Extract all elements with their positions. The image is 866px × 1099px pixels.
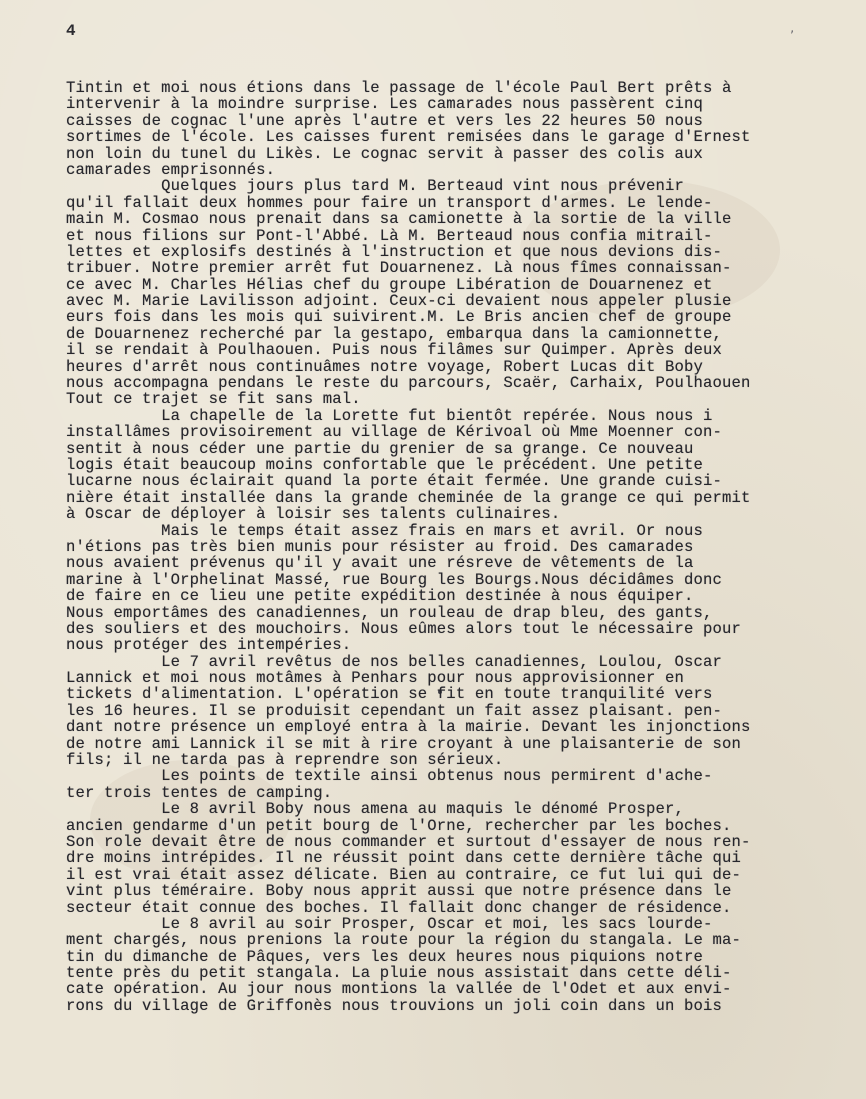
text-line: Les points de textile ainsi obtenus nous permirent d'ache- (66, 767, 713, 786)
text-line: les 16 heures. Il se produisit cependant un fait assez plaisant. pen- (66, 701, 723, 720)
text-line: heures d'arrêt nous continuâmes notre voyage, Robert Lucas dit Boby (66, 357, 704, 376)
text-line: marine à l'Orphelinat Massé, rue Bourg les Bourgs.Nous décidâmes donc (66, 570, 723, 589)
text-line: à Oscar de déployer à loisir ses talents culinaires. (66, 505, 561, 524)
text-line: nière était installée dans la grande cheminée de la grange ce qui permit (66, 488, 751, 507)
text-line: avec M. Marie Lavilisson adjoint. Ceux-ci devaient nous appeler plusie (66, 292, 732, 311)
text-line: de Douarnenez recherché par la gestapo, embarqua dans la camionnette, (66, 324, 723, 343)
page-number: 4 (66, 22, 76, 40)
text-line: qu'il fallait deux hommes pour faire un transport d'armes. Le lende- (66, 193, 713, 212)
text-line: sortimes de l'école. Les caisses furent remisées dans le garage d'Ernest (66, 128, 751, 147)
text-line: ce avec M. Charles Hélias chef du groupe Libération de Douarnenez et (66, 275, 713, 294)
text-line: tribuer. Notre premier arrêt fut Douarnenez. Là nous fîmes connaissan- (66, 259, 732, 278)
text-line: nous accompagna pendans le reste du parcours, Scaër, Carhaix, Poulhaouen (66, 374, 751, 393)
text-line: cate opération. Au jour nous montions la vallée de l'Odet et aux envi- (66, 980, 732, 999)
text-line: Le 7 avril revêtus de nos belles canadiennes, Loulou, Oscar (66, 652, 723, 671)
text-line: de faire en ce lieu une petite expédition destinée à nous équiper. (66, 587, 694, 606)
text-line: intervenir à la moindre surprise. Les camarades nous passèrent cinq (66, 95, 704, 114)
text-line: sentit à nous céder une partie du grenier de sa grange. Ce nouveau (66, 439, 694, 458)
text-line: il se rendait à Poulhaouen. Puis nous filâmes sur Quimper. Après deux (66, 341, 723, 360)
text-line: installâmes provisoirement au village de Kérivoal où Mme Moenner con- (66, 423, 723, 442)
text-line: Tintin et moi nous étions dans le passage de l'école Paul Bert prêts à (66, 79, 732, 97)
text-line: nous avaient prévenus qu'il y avait une résreve de vêtements de la (66, 554, 694, 573)
text-line: n'étions pas très bien munis pour résister au froid. Des camarades (66, 537, 694, 556)
text-line: eurs fois dans les mois qui suivirent.M. Le Bris ancien chef de groupe (66, 308, 732, 327)
corner-mark: ʼ (790, 29, 795, 44)
text-line: Tout ce trajet se fit sans mal. (66, 390, 361, 409)
text-line: camarades emprisonnés. (66, 160, 276, 179)
text-line: ter trois tentes de camping. (66, 783, 333, 802)
text-line: tickets d'alimentation. L'opération se fit en toute tranquilité vers (66, 685, 713, 704)
text-line: ment chargés, nous prenions la route pour la région du stangala. Le ma- (66, 931, 742, 950)
text-line: caisses de cognac l'une après l'autre et vers les 22 heures 50 nous (66, 111, 704, 130)
text-line: Mais le temps était assez frais en mars et avril. Or nous (66, 521, 704, 540)
text-line: vint plus téméraire. Boby nous apprit aussi que notre présence dans le (66, 882, 732, 901)
text-line: La chapelle de la Lorette fut bientôt repérée. Nous nous i (66, 406, 713, 425)
text-line: ancien gendarme d'un petit bourg de l'Orne, rechercher par les boches. (66, 816, 732, 835)
text-line: fils; il ne tarda pas à reprendre son sérieux. (66, 751, 504, 770)
text-line: il est vrai était assez délicate. Bien au contraire, ce fut lui qui de- (66, 865, 742, 884)
text-line: tente près du petit stangala. La pluie nous assistait dans cette déli- (66, 964, 732, 983)
text-line: Nous emportâmes des canadiennes, un rouleau de drap bleu, des gants, (66, 603, 713, 622)
text-line: Quelques jours plus tard M. Berteaud vint nous prévenir (66, 177, 685, 196)
text-line: Lannick et moi nous motâmes à Penhars pour nous approvisionner en (66, 669, 685, 688)
text-line: dant notre présence un employé entra à la mairie. Devant les injonctions (66, 718, 751, 737)
text-line: tin du dimanche de Pâques, vers les deux heures nous piquions notre (66, 947, 704, 966)
text-line: nous protéger des intempéries. (66, 636, 352, 655)
text-line: lucarne nous éclairait quand la porte était fermée. Une grande cuisi- (66, 472, 723, 491)
text-line: secteur était connue des boches. Il fallait donc changer de résidence. (66, 898, 732, 917)
text-line: main M. Cosmao nous prenait dans sa camionette à la sortie de la ville (66, 210, 732, 229)
text-line: de notre ami Lannick il se mit à rire croyant à une plaisanterie de son (66, 734, 742, 753)
text-line: Le 8 avril Boby nous amena au maquis le dénomé Prosper, (66, 800, 685, 819)
text-line: lettes et explosifs destinés à l'instruction et que nous devions dis- (66, 242, 723, 261)
text-line: logis était beaucoup moins confortable que le précédent. Une petite (66, 455, 704, 474)
body-text (66, 80, 826, 1014)
text-line: Son role devait être de nous commander et surtout d'essayer de nous ren- (66, 832, 751, 851)
text-line: dre moins intrépides. Il ne réussit point dans cette dernière tâche qui (66, 849, 742, 868)
text-line: et nous filions sur Pont-l'Abbé. Là M. Berteaud nous confia mitrail- (66, 226, 713, 245)
text-line: non loin du tunel du Likès. Le cognac servit à passer des colis aux (66, 144, 704, 163)
text-line: des souliers et des mouchoirs. Nous eûmes alors tout le nécessaire pour (66, 619, 742, 638)
text-line: rons du village de Griffonès nous trouvions un joli coin dans un bois (66, 996, 723, 1015)
text-line: Le 8 avril au soir Prosper, Oscar et moi, les sacs lourde- (66, 914, 713, 933)
